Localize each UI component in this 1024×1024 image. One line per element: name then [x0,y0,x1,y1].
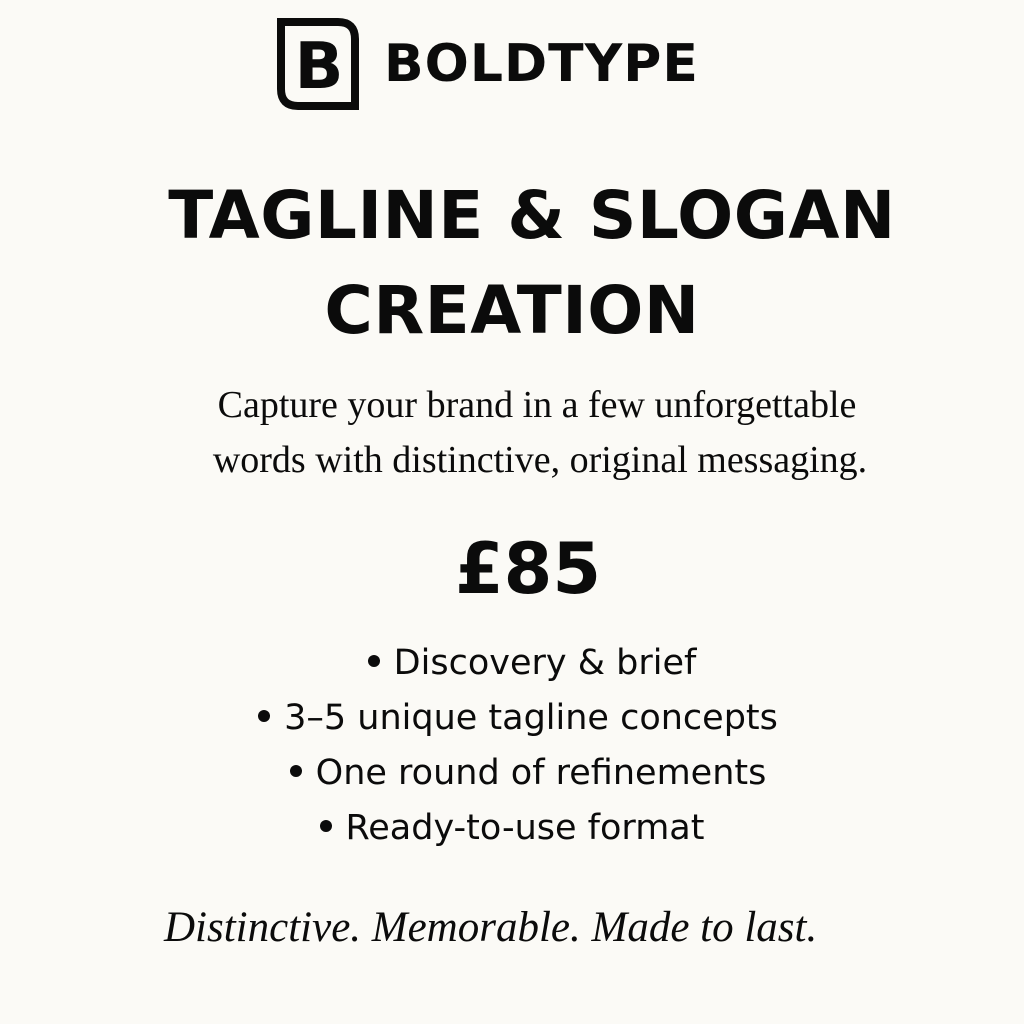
feature-label: 3–5 unique tagline concepts [284,698,778,738]
bullet-icon [368,655,380,667]
feature-item [0,695,1024,750]
brand-name: BOLDTYPE [384,34,699,94]
feature-item [0,805,1024,860]
feature-list [0,640,1024,860]
service-title-line-2: CREATION [324,272,700,349]
bullet-icon [258,710,270,722]
service-description-line-1: Capture your brand in a few unforgettable [217,384,857,426]
price: £85 [454,528,602,610]
logo-letter: B [294,30,344,104]
service-title-line-1: TAGLINE & SLOGAN [168,177,896,254]
bullet-icon [290,765,302,777]
b-monogram-logo-icon [276,17,360,111]
feature-item [0,640,1024,695]
closing-tagline: Distinctive. Memorable. Made to last. [164,904,818,951]
feature-item [0,750,1024,805]
bullet-icon [320,820,332,832]
feature-label: Ready-to-use format [345,808,705,848]
brand-header [276,16,699,112]
feature-label: Discovery & brief [393,643,697,683]
service-description-line-2: words with distinctive, original messaging. [212,439,868,481]
feature-label: One round of refinements [315,753,767,793]
